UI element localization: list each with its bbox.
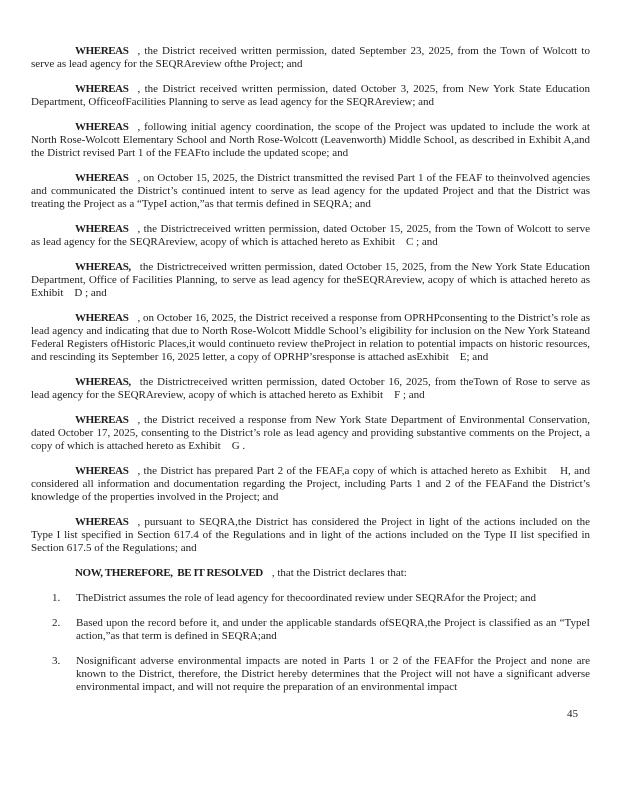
list-item-number: 3. — [52, 655, 61, 667]
paragraph-text: , the District has prepared Part 2 of the FEAF,a copy of which is attached hereto as Exhibit H, and considered all information and documentation regarding the Project, including Parts 1 and 2 of the FEAFand the District’s knowledge of the properties involved in the Project; and — [31, 465, 590, 503]
paragraph-text: , the Districtreceived written permission, dated October 15, 2025, from the Town of Wolcott to serve as lead agency for the SEQRAreview, acopy of which is attached hereto as Exhibit C ; and — [31, 223, 590, 248]
whereas-paragraph-4 — [31, 172, 590, 211]
whereas-paragraph-11 — [31, 516, 590, 555]
resolution-text: , that the District declares that: — [271, 567, 407, 579]
whereas-label: WHEREAS — [75, 172, 129, 184]
list-item-text: Nosignificant adverse environmental impacts are noted in Parts 1 or 2 of the FEAFfor the Project and none are known to the District, therefore, the District hereby determines that the Project will not have a significant adverse environmental impact, and will not require the preparation of an environmental impact — [76, 655, 590, 693]
resolved-label: NOW, THEREFORE, BE IT RESOLVED — [75, 567, 263, 579]
whereas-paragraph-1 — [31, 45, 590, 71]
list-item-text: Based upon the record before it, and under the applicable standards ofSEQRA,the Project is classified as an “TypeI action,”as that term is defined in SEQRA;and — [76, 617, 590, 642]
whereas-paragraph-7 — [31, 312, 590, 364]
list-item — [31, 617, 590, 643]
paragraph-text: , the District received written permission, dated September 23, 2025, from the Town of Wolcott to serve as lead agency for the SEQRAreview ofthe Project; and — [31, 45, 590, 70]
paragraph-text: , the District received a response from New York State Department of Environmental Conservation, dated October 17, 2025, consenting to the District’s role as lead agency and providing substantive comments on the Project, a copy of which is attached hereto as Exhibit G . — [31, 414, 590, 452]
whereas-label: WHEREAS — [75, 45, 129, 57]
paragraph-text: the Districtreceived written permission, dated October 16, 2025, from theTown of Rose to serve as lead agency for the SEQRAreview, acopy of which is attached hereto as Exhibit F ; and — [31, 376, 590, 401]
whereas-label: WHEREAS, — [75, 261, 131, 273]
paragraph-text: , the District received written permission, dated October 3, 2025, from New York State Education Department, OfficeofFacilities Planning to serve as lead agency for the SEQRAreview; and — [31, 83, 590, 108]
whereas-label: WHEREAS, — [75, 376, 131, 388]
list-item-number: 1. — [52, 592, 61, 604]
whereas-label: WHEREAS — [75, 83, 129, 95]
page-number: 45 — [567, 708, 578, 720]
whereas-label: WHEREAS — [75, 312, 129, 324]
whereas-label: WHEREAS — [75, 121, 129, 133]
paragraph-text: , following initial agency coordination, the scope of the Project was updated to include the work at North Rose-Wolcott Elementary School and North Rose-Wolcott (Leavenworth) Middle School, as described in Exhibit A,and the District revised Part 1 of the FEAFto include the updated scope; and — [31, 121, 590, 159]
whereas-label: WHEREAS — [75, 414, 129, 426]
whereas-paragraph-8 — [31, 376, 590, 402]
list-item-text: TheDistrict assumes the role of lead agency for thecoordinated review under SEQRAfor the Project; and — [76, 592, 537, 604]
paragraph-text: , on October 15, 2025, the District transmitted the revised Part 1 of the FEAF to theinvolved agencies and communicated the District’s continued intent to serve as lead agency for the updated Project and that the District was treating the Project as a “TypeI action,”as that termis defined in SEQRA; and — [31, 172, 590, 210]
paragraph-text: the Districtreceived written permission, dated October 15, 2025, from the New York State Education Department, Office of Facilities Planning, to serve as lead agency for theSEQRAreview, acopy of which is attached hereto as Exhibit D ; and — [31, 261, 590, 299]
paragraph-text: , pursuant to SEQRA,the District has considered the Project in light of the actions included on the Type I list specified in Section 617.4 of the Regulations and in light of the actions included on the Type II list specified in Section 617.5 of the Regulations; and — [31, 516, 590, 554]
whereas-paragraph-2 — [31, 83, 590, 109]
whereas-paragraph-3 — [31, 121, 590, 160]
whereas-label: WHEREAS — [75, 465, 129, 477]
list-item — [31, 592, 590, 605]
resolution-clause — [31, 567, 590, 580]
whereas-label: WHEREAS — [75, 223, 129, 235]
whereas-paragraph-10 — [31, 465, 590, 504]
resolution-list — [31, 592, 590, 694]
paragraph-text: , on October 16, 2025, the District received a response from OPRHPconsenting to the District’s role as lead agency and indicating that due to North Rose-Wolcott Middle School’s eligibility for inclusion on the New York Stateand Federal Registers ofHistoric Places,it would continueto review theProject in relation to potential impacts on historic resources, and rescinding its September 16, 2025 letter, a copy of OPRHP’sresponse is attached asExhibit E; and — [31, 312, 590, 363]
whereas-paragraph-5 — [31, 223, 590, 249]
whereas-paragraph-6 — [31, 261, 590, 300]
list-item-number: 2. — [52, 617, 61, 629]
whereas-label: WHEREAS — [75, 516, 129, 528]
list-item — [31, 655, 590, 694]
whereas-paragraph-9 — [31, 414, 590, 453]
